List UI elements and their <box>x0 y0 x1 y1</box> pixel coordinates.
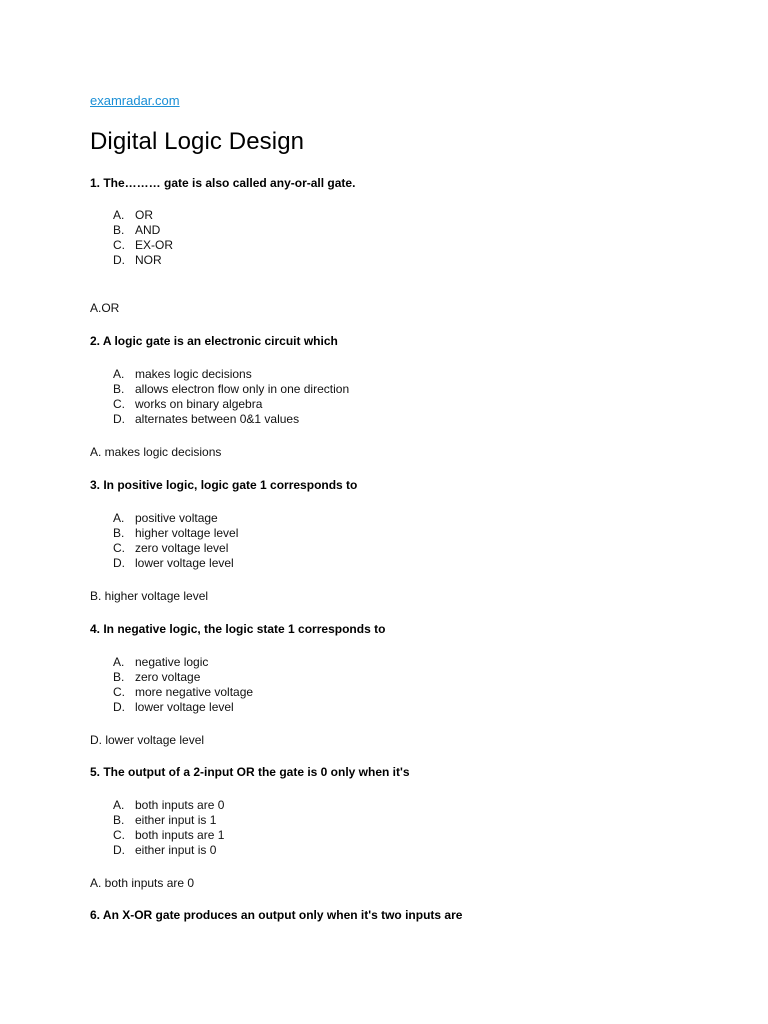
option-3a <box>113 511 238 526</box>
answer-5: A. both inputs are 0 <box>90 876 195 890</box>
option-text: either input is 0 <box>135 843 217 857</box>
option-4c <box>113 685 253 700</box>
site-link[interactable]: examradar.com <box>90 93 180 108</box>
option-text: lower voltage level <box>135 556 234 570</box>
option-text: makes logic decisions <box>135 367 252 381</box>
option-letter: C. <box>113 397 125 411</box>
question-3: 3. In positive logic, logic gate 1 corresponds to <box>90 478 358 492</box>
options-list-1 <box>113 208 173 268</box>
option-3d <box>113 556 238 571</box>
question-1: 1. The……… gate is also called any-or-all gate. <box>90 176 356 190</box>
option-4d <box>113 700 253 715</box>
option-2b <box>113 382 349 397</box>
options-list-4 <box>113 655 253 715</box>
option-letter: C. <box>113 685 125 699</box>
option-3b <box>113 526 238 541</box>
option-letter: B. <box>113 813 125 827</box>
option-text: alternates between 0&1 values <box>135 412 300 426</box>
option-letter: A. <box>113 208 125 222</box>
option-letter: B. <box>113 223 125 237</box>
options-list-2 <box>113 367 349 427</box>
options-list-3 <box>113 511 238 571</box>
option-5b <box>113 813 224 828</box>
option-text: both inputs are 1 <box>135 828 225 842</box>
option-text: zero voltage <box>135 670 201 684</box>
option-text: EX-OR <box>135 238 174 252</box>
option-letter: A. <box>113 367 125 381</box>
option-text: zero voltage level <box>135 541 229 555</box>
answer-2: A. makes logic decisions <box>90 445 222 459</box>
option-text: more negative voltage <box>135 685 254 699</box>
question-4: 4. In negative logic, the logic state 1 corresponds to <box>90 622 386 636</box>
option-text: both inputs are 0 <box>135 798 225 812</box>
option-2d <box>113 412 349 427</box>
option-letter: A. <box>113 655 125 669</box>
option-text: either input is 1 <box>135 813 217 827</box>
option-text: NOR <box>135 253 162 267</box>
option-3c <box>113 541 238 556</box>
option-text: higher voltage level <box>135 526 239 540</box>
option-5d <box>113 843 224 858</box>
option-text: positive voltage <box>135 511 218 525</box>
option-1d <box>113 253 173 268</box>
option-text: lower voltage level <box>135 700 234 714</box>
answer-4: D. lower voltage level <box>90 733 205 747</box>
option-1b <box>113 223 173 238</box>
option-5a <box>113 798 224 813</box>
question-5: 5. The output of a 2-input OR the gate is 0 only when it's <box>90 765 410 779</box>
option-letter: B. <box>113 670 125 684</box>
option-1c <box>113 238 173 253</box>
option-letter: B. <box>113 526 125 540</box>
option-4a <box>113 655 253 670</box>
question-2: 2. A logic gate is an electronic circuit which <box>90 334 338 348</box>
option-letter: A. <box>113 511 125 525</box>
option-1a <box>113 208 173 223</box>
option-text: allows electron flow only in one direction <box>135 382 350 396</box>
option-2c <box>113 397 349 412</box>
option-letter: A. <box>113 798 125 812</box>
option-4b <box>113 670 253 685</box>
option-2a <box>113 367 349 382</box>
option-5c <box>113 828 224 843</box>
answer-1: A.OR <box>90 301 120 315</box>
question-6: 6. An X-OR gate produces an output only when it's two inputs are <box>90 908 463 922</box>
option-letter: B. <box>113 382 125 396</box>
options-list-5 <box>113 798 224 858</box>
option-text: works on binary algebra <box>135 397 263 411</box>
option-letter: C. <box>113 828 125 842</box>
option-letter: C. <box>113 541 125 555</box>
option-letter: D. <box>113 253 125 267</box>
option-letter: D. <box>113 412 125 426</box>
option-letter: D. <box>113 700 125 714</box>
option-text: negative logic <box>135 655 209 669</box>
option-text: OR <box>135 208 153 222</box>
page-title: Digital Logic Design <box>90 128 305 155</box>
option-letter: C. <box>113 238 125 252</box>
option-letter: D. <box>113 843 125 857</box>
option-text: AND <box>135 223 161 237</box>
option-letter: D. <box>113 556 125 570</box>
answer-3: B. higher voltage level <box>90 589 209 603</box>
